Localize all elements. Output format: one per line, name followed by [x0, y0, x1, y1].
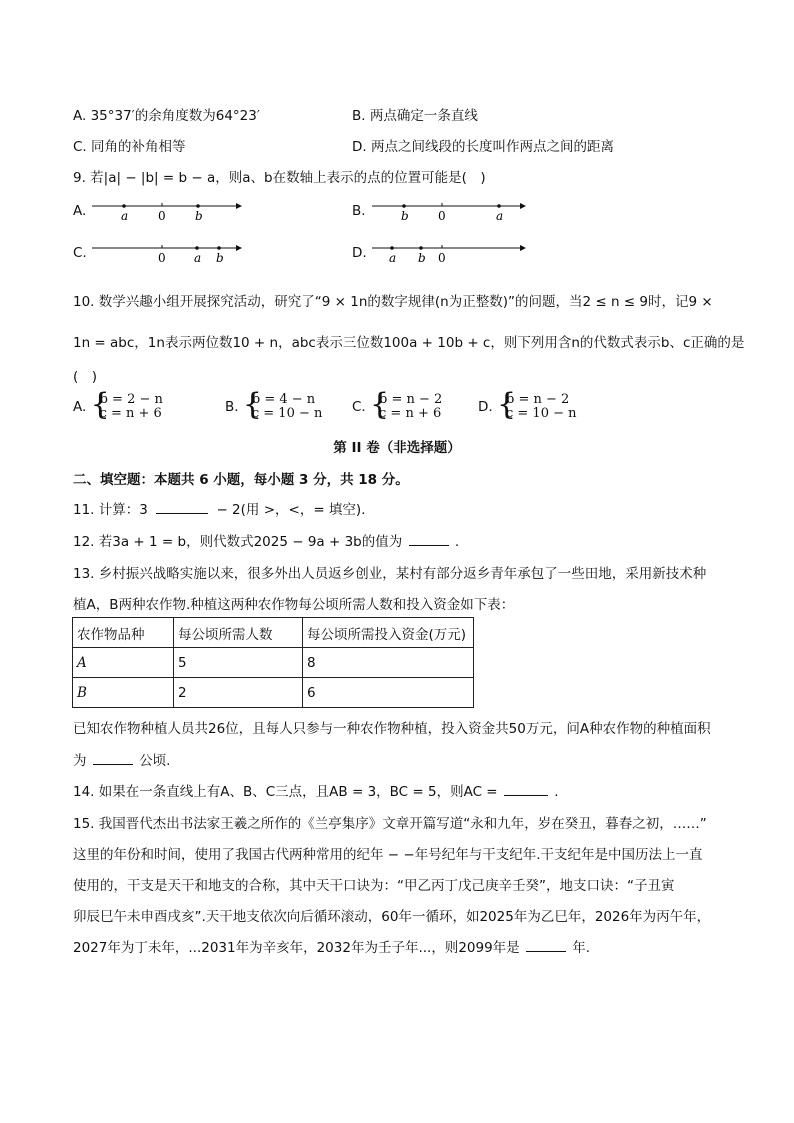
q15-answer-blank[interactable] [526, 939, 566, 952]
q8-option-c: C. 同角的补角相等 [73, 139, 186, 155]
q12-answer-blank[interactable] [409, 533, 449, 546]
q14 [73, 780, 559, 800]
q9-number-line-c [92, 238, 244, 268]
q9-option-d-letter: D. [352, 245, 367, 261]
q10-option-b-b: b = 4 − n [251, 392, 316, 407]
q12 [73, 530, 459, 550]
table-header-cell: 每公顷所需人数 [174, 618, 303, 648]
q9-option-c-letter: C. [73, 245, 87, 261]
q9c-label-3: b [216, 251, 224, 265]
q9c-label-2: a [194, 251, 202, 265]
q9d-label-2: b [418, 251, 426, 265]
q9d-label-3: 0 [438, 251, 446, 265]
q10-option-c-letter: C. [352, 399, 366, 415]
q10-option-a-system: { b = 2 − n c = n + 6 [90, 387, 163, 422]
q10-option-d-system: { b = n − 2 c = 10 − n [496, 387, 577, 422]
q11-text-pre: 11. 计算：3 [73, 502, 148, 518]
q9b-label-3: a [496, 209, 504, 223]
q11-answer-blank[interactable] [156, 501, 208, 514]
q13-line-1: 13. 乡村振兴战略实施以来，很多外出人员返乡创业，某村有部分返乡青年承包了一些田地，采用新技术种 [73, 566, 707, 582]
table-header-row [73, 618, 474, 648]
q10-option-b-c: c = 10 − n [251, 406, 323, 421]
q9-stem: 9. 若|a| − |b| = b − a，则a、b在数轴上表示的点的位置可能是( ) [73, 170, 486, 186]
q10-option-d-b: b = n − 2 [505, 392, 570, 407]
section-heading: 二、填空题：本题共 6 小题，每小题 3 分，共 18 分。 [73, 472, 409, 488]
table-cell: 8 [303, 648, 474, 678]
q15-line-5-pre: 2027年为丁未年，...2031年为辛亥年，2032年为壬子年...，则2099年是 [73, 940, 520, 956]
q14-text-post: . [554, 784, 559, 800]
table-header-cell: 农作物品种 [73, 618, 174, 648]
q12-text-post: . [454, 534, 460, 550]
q11 [73, 498, 366, 518]
q10-option-b-system: { b = 4 − n c = 10 − n [242, 387, 323, 422]
q10-option-b-letter: B. [225, 399, 239, 415]
q15-line-2: 这里的年份和时间，使用了我国古代两种常用的纪年 − −年号纪年与干支纪年.干支纪年是中国历法上一直 [73, 847, 703, 863]
q9a-label-3: b [195, 209, 203, 223]
q9-number-line-a [92, 196, 244, 226]
q13-line-4 [73, 749, 170, 769]
table-header-cell: 每公顷所需投入资金(万元) [303, 618, 474, 648]
q13-line-2: 植A，B两种农作物.种植这两种农作物每公顷所需人数和投入资金如下表： [73, 597, 515, 613]
q12-text-pre: 12. 若3a + 1 = b，则代数式2025 − 9a + 3b的值为 [73, 534, 403, 550]
q14-answer-blank[interactable] [504, 783, 548, 796]
table-cell: A [73, 648, 174, 678]
q10-option-a-letter: A. [73, 399, 87, 415]
q13-answer-blank[interactable] [93, 752, 133, 765]
q15-line-4: 卯辰巳午未申酉戌亥”.天干地支依次向后循环滚动，60年一循环，如2025年为乙巳年，2026年为丙午年， [73, 909, 711, 925]
q15-line-5 [73, 936, 590, 956]
q9a-label-1: a [121, 209, 129, 223]
q10-line-2: 1n = abc，1n表示两位数10 + n，abc表示三位数100a + 10b + c，则下列用含n的代数式表示b、c正确的是 [73, 335, 745, 351]
table-row [73, 678, 474, 708]
q10-option-c-b: b = n − 2 [379, 392, 443, 407]
q9-number-line-b [372, 196, 532, 226]
q15-line-3: 使用的，干支是天干和地支的合称，其中天干口诀为：“甲乙丙丁戊己庚辛壬癸”，地支口诀：“子丑寅 [73, 878, 675, 894]
q10-option-b [225, 387, 323, 422]
q10-line-3: ( ) [73, 369, 98, 385]
q8-option-a: A. 35°37′的余角度数为64°23′ [73, 108, 260, 124]
q9b-label-2: 0 [438, 209, 446, 223]
q10-option-a-c: c = n + 6 [99, 406, 162, 421]
q10-option-d-letter: D. [478, 399, 493, 415]
q10-option-c-system: { b = n − 2 c = n + 6 [370, 387, 443, 422]
q9-option-b-letter: B. [352, 203, 366, 219]
q11-text-post: − 2(用 >，<，= 填空). [216, 502, 366, 518]
q13-line-4-pre: 为 [73, 753, 87, 769]
q9-option-a-letter: A. [73, 203, 87, 219]
table-cell: 5 [174, 648, 303, 678]
crop-table [72, 617, 474, 708]
q10-line-1: 10. 数学兴趣小组开展探究活动，研究了“9 × 1n的数字规律(n为正整数)”的问题，当2 ≤ n ≤ 9时，记9 × [73, 294, 713, 310]
q10-option-c [352, 387, 443, 422]
q10-option-a [73, 387, 163, 422]
q9b-label-1: b [401, 209, 409, 223]
q14-text-pre: 14. 如果在一条直线上有A、B、C三点，且AB = 3，BC = 5，则AC = [73, 784, 502, 800]
q10-option-c-c: c = n + 6 [379, 406, 442, 421]
q9a-label-2: 0 [158, 209, 166, 223]
table-cell: 2 [174, 678, 303, 708]
q9c-label-1: 0 [158, 251, 166, 265]
q8-option-d: D. 两点之间线段的长度叫作两点之间的距离 [352, 139, 614, 155]
q9d-label-1: a [389, 251, 397, 265]
q15-line-1: 15. 我国晋代杰出书法家王羲之所作的《兰亭集序》文章开篇写道“永和九年，岁在癸丑，暮春之初，……” [73, 816, 707, 832]
q13-line-4-post: 公顷. [139, 753, 171, 769]
q10-option-d [478, 387, 577, 422]
q9-number-line-d [372, 238, 532, 268]
q10-option-a-b: b = 2 − n [99, 392, 163, 407]
table-cell: 6 [303, 678, 474, 708]
q10-option-d-c: c = 10 − n [505, 406, 577, 421]
section-title: 第 II 卷（非选择题） [333, 440, 461, 456]
q15-line-5-post: 年. [572, 940, 591, 956]
table-cell: B [73, 678, 174, 708]
table-row [73, 648, 474, 678]
q8-option-b: B. 两点确定一条直线 [352, 108, 478, 124]
q13-line-3: 已知农作物种植人员共26位，且每人只参与一种农作物种植，投入资金共50万元，问A种农作物的种植面积 [73, 721, 711, 737]
